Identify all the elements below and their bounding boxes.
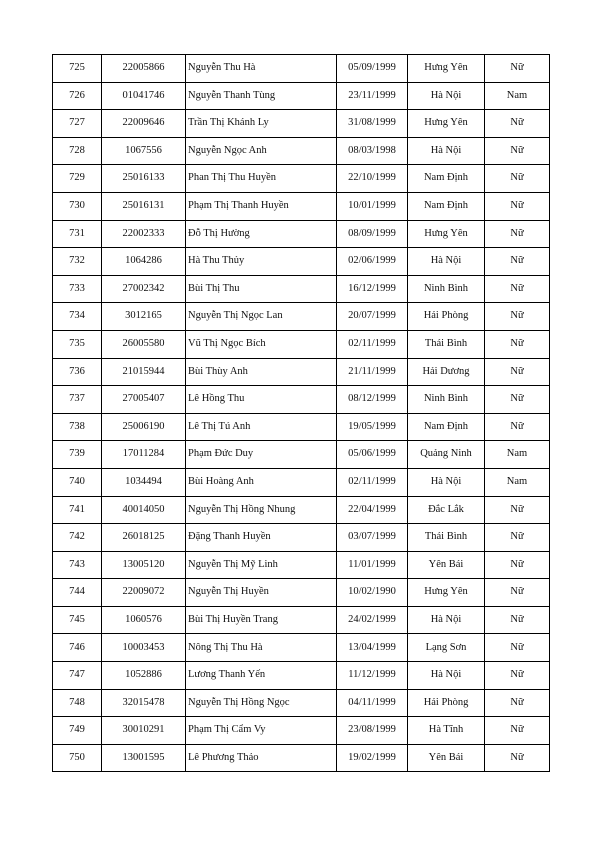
table-row	[53, 275, 550, 303]
gender-cell: Nam	[485, 82, 550, 110]
date-of-birth-cell: 19/02/1999	[337, 744, 408, 772]
birthplace-cell: Ninh Bình	[408, 386, 485, 414]
row-number-cell: 742	[53, 524, 102, 552]
row-number-cell: 731	[53, 220, 102, 248]
birthplace-cell: Yên Bái	[408, 744, 485, 772]
date-of-birth-cell: 31/08/1999	[337, 110, 408, 138]
date-of-birth-cell: 10/01/1999	[337, 192, 408, 220]
candidate-id-cell: 17011284	[102, 441, 186, 469]
date-of-birth-cell: 13/04/1999	[337, 634, 408, 662]
candidate-id-cell: 26018125	[102, 524, 186, 552]
date-of-birth-cell: 02/11/1999	[337, 468, 408, 496]
gender-cell: Nữ	[485, 137, 550, 165]
birthplace-cell: Nam Định	[408, 192, 485, 220]
table-row	[53, 744, 550, 772]
table-row	[53, 689, 550, 717]
gender-cell: Nữ	[485, 579, 550, 607]
full-name-cell: Lê Hồng Thu	[186, 386, 337, 414]
full-name-cell: Nguyễn Thị Ngọc Lan	[186, 303, 337, 331]
full-name-cell: Vũ Thị Ngọc Bích	[186, 330, 337, 358]
birthplace-cell: Hà Nội	[408, 468, 485, 496]
date-of-birth-cell: 11/12/1999	[337, 662, 408, 690]
full-name-cell: Hà Thu Thủy	[186, 248, 337, 276]
table-row	[53, 55, 550, 83]
full-name-cell: Phan Thị Thu Huyền	[186, 165, 337, 193]
date-of-birth-cell: 08/12/1999	[337, 386, 408, 414]
gender-cell: Nữ	[485, 358, 550, 386]
birthplace-cell: Nam Định	[408, 413, 485, 441]
candidate-id-cell: 1060576	[102, 606, 186, 634]
table-row	[53, 192, 550, 220]
candidate-id-cell: 21015944	[102, 358, 186, 386]
gender-cell: Nữ	[485, 551, 550, 579]
table-row	[53, 524, 550, 552]
row-number-cell: 733	[53, 275, 102, 303]
gender-cell: Nữ	[485, 634, 550, 662]
date-of-birth-cell: 04/11/1999	[337, 689, 408, 717]
row-number-cell: 744	[53, 579, 102, 607]
birthplace-cell: Hà Nội	[408, 137, 485, 165]
row-number-cell: 725	[53, 55, 102, 83]
full-name-cell: Nguyễn Thanh Tùng	[186, 82, 337, 110]
candidate-id-cell: 22002333	[102, 220, 186, 248]
candidate-id-cell: 22005866	[102, 55, 186, 83]
gender-cell: Nữ	[485, 275, 550, 303]
date-of-birth-cell: 08/09/1999	[337, 220, 408, 248]
date-of-birth-cell: 03/07/1999	[337, 524, 408, 552]
full-name-cell: Phạm Đức Duy	[186, 441, 337, 469]
gender-cell: Nữ	[485, 165, 550, 193]
gender-cell: Nữ	[485, 524, 550, 552]
birthplace-cell: Lạng Sơn	[408, 634, 485, 662]
table-row	[53, 358, 550, 386]
date-of-birth-cell: 24/02/1999	[337, 606, 408, 634]
date-of-birth-cell: 11/01/1999	[337, 551, 408, 579]
birthplace-cell: Hưng Yên	[408, 55, 485, 83]
table-row	[53, 551, 550, 579]
gender-cell: Nữ	[485, 192, 550, 220]
candidate-id-cell: 32015478	[102, 689, 186, 717]
row-number-cell: 749	[53, 717, 102, 745]
date-of-birth-cell: 23/08/1999	[337, 717, 408, 745]
row-number-cell: 734	[53, 303, 102, 331]
gender-cell: Nữ	[485, 717, 550, 745]
row-number-cell: 740	[53, 468, 102, 496]
candidate-id-cell: 10003453	[102, 634, 186, 662]
table-row	[53, 496, 550, 524]
birthplace-cell: Hưng Yên	[408, 220, 485, 248]
birthplace-cell: Ninh Bình	[408, 275, 485, 303]
date-of-birth-cell: 05/09/1999	[337, 55, 408, 83]
candidate-id-cell: 25016133	[102, 165, 186, 193]
candidate-id-cell: 1067556	[102, 137, 186, 165]
table-row	[53, 303, 550, 331]
candidate-id-cell: 27002342	[102, 275, 186, 303]
candidate-id-cell: 26005580	[102, 330, 186, 358]
gender-cell: Nữ	[485, 110, 550, 138]
gender-cell: Nữ	[485, 220, 550, 248]
gender-cell: Nữ	[485, 413, 550, 441]
gender-cell: Nữ	[485, 55, 550, 83]
row-number-cell: 750	[53, 744, 102, 772]
full-name-cell: Lê Thị Tú Anh	[186, 413, 337, 441]
table-row	[53, 717, 550, 745]
gender-cell: Nữ	[485, 386, 550, 414]
full-name-cell: Nguyễn Thu Hà	[186, 55, 337, 83]
row-number-cell: 741	[53, 496, 102, 524]
candidate-id-cell: 25016131	[102, 192, 186, 220]
birthplace-cell: Hải Phòng	[408, 689, 485, 717]
candidate-id-cell: 27005407	[102, 386, 186, 414]
table-row	[53, 165, 550, 193]
birthplace-cell: Hà Nội	[408, 82, 485, 110]
row-number-cell: 737	[53, 386, 102, 414]
birthplace-cell: Nam Định	[408, 165, 485, 193]
table-row	[53, 634, 550, 662]
full-name-cell: Nguyễn Thị Hồng Nhung	[186, 496, 337, 524]
row-number-cell: 727	[53, 110, 102, 138]
birthplace-cell: Hải Phòng	[408, 303, 485, 331]
table-row	[53, 468, 550, 496]
table-row	[53, 82, 550, 110]
candidate-id-cell: 1034494	[102, 468, 186, 496]
candidate-id-cell: 3012165	[102, 303, 186, 331]
table-row	[53, 662, 550, 690]
gender-cell: Nữ	[485, 606, 550, 634]
full-name-cell: Nguyễn Thị Huyền	[186, 579, 337, 607]
birthplace-cell: Hà Tĩnh	[408, 717, 485, 745]
row-number-cell: 745	[53, 606, 102, 634]
gender-cell: Nữ	[485, 744, 550, 772]
date-of-birth-cell: 22/10/1999	[337, 165, 408, 193]
birthplace-cell: Thái Bình	[408, 524, 485, 552]
date-of-birth-cell: 23/11/1999	[337, 82, 408, 110]
candidate-id-cell: 1052886	[102, 662, 186, 690]
table-row	[53, 579, 550, 607]
full-name-cell: Phạm Thị Thanh Huyền	[186, 192, 337, 220]
candidate-id-cell: 13005120	[102, 551, 186, 579]
birthplace-cell: Hưng Yên	[408, 579, 485, 607]
gender-cell: Nam	[485, 441, 550, 469]
birthplace-cell: Hà Nội	[408, 662, 485, 690]
candidate-id-cell: 1064286	[102, 248, 186, 276]
full-name-cell: Nguyễn Thị Hồng Ngọc	[186, 689, 337, 717]
gender-cell: Nữ	[485, 303, 550, 331]
row-number-cell: 726	[53, 82, 102, 110]
date-of-birth-cell: 08/03/1998	[337, 137, 408, 165]
roster-body	[53, 55, 550, 772]
full-name-cell: Bùi Thị Thu	[186, 275, 337, 303]
row-number-cell: 736	[53, 358, 102, 386]
candidate-id-cell: 13001595	[102, 744, 186, 772]
birthplace-cell: Đắc Lắk	[408, 496, 485, 524]
candidate-id-cell: 25006190	[102, 413, 186, 441]
candidate-id-cell: 01041746	[102, 82, 186, 110]
date-of-birth-cell: 02/06/1999	[337, 248, 408, 276]
full-name-cell: Nguyễn Thị Mỹ Linh	[186, 551, 337, 579]
table-row	[53, 441, 550, 469]
row-number-cell: 746	[53, 634, 102, 662]
gender-cell: Nam	[485, 468, 550, 496]
table-row	[53, 606, 550, 634]
birthplace-cell: Yên Bái	[408, 551, 485, 579]
full-name-cell: Trần Thị Khánh Ly	[186, 110, 337, 138]
birthplace-cell: Hà Nội	[408, 248, 485, 276]
row-number-cell: 729	[53, 165, 102, 193]
row-number-cell: 739	[53, 441, 102, 469]
birthplace-cell: Hải Dương	[408, 358, 485, 386]
candidate-id-cell: 22009072	[102, 579, 186, 607]
full-name-cell: Bùi Thị Huyền Trang	[186, 606, 337, 634]
row-number-cell: 748	[53, 689, 102, 717]
candidate-id-cell: 30010291	[102, 717, 186, 745]
full-name-cell: Nông Thị Thu Hà	[186, 634, 337, 662]
birthplace-cell: Hưng Yên	[408, 110, 485, 138]
birthplace-cell: Thái Bình	[408, 330, 485, 358]
date-of-birth-cell: 21/11/1999	[337, 358, 408, 386]
date-of-birth-cell: 10/02/1990	[337, 579, 408, 607]
date-of-birth-cell: 22/04/1999	[337, 496, 408, 524]
date-of-birth-cell: 02/11/1999	[337, 330, 408, 358]
full-name-cell: Đỗ Thị Hường	[186, 220, 337, 248]
full-name-cell: Bùi Thùy Anh	[186, 358, 337, 386]
table-row	[53, 220, 550, 248]
gender-cell: Nữ	[485, 662, 550, 690]
candidate-id-cell: 40014050	[102, 496, 186, 524]
birthplace-cell: Hà Nội	[408, 606, 485, 634]
full-name-cell: Bùi Hoàng Anh	[186, 468, 337, 496]
birthplace-cell: Quảng Ninh	[408, 441, 485, 469]
gender-cell: Nữ	[485, 248, 550, 276]
row-number-cell: 732	[53, 248, 102, 276]
table-row	[53, 413, 550, 441]
full-name-cell: Đặng Thanh Huyền	[186, 524, 337, 552]
table-row	[53, 110, 550, 138]
row-number-cell: 730	[53, 192, 102, 220]
table-row	[53, 330, 550, 358]
row-number-cell: 735	[53, 330, 102, 358]
full-name-cell: Lê Phương Thảo	[186, 744, 337, 772]
date-of-birth-cell: 19/05/1999	[337, 413, 408, 441]
gender-cell: Nữ	[485, 496, 550, 524]
full-name-cell: Lương Thanh Yến	[186, 662, 337, 690]
table-row	[53, 248, 550, 276]
date-of-birth-cell: 20/07/1999	[337, 303, 408, 331]
table-row	[53, 386, 550, 414]
full-name-cell: Nguyễn Ngọc Anh	[186, 137, 337, 165]
full-name-cell: Phạm Thị Cẩm Vy	[186, 717, 337, 745]
row-number-cell: 747	[53, 662, 102, 690]
row-number-cell: 743	[53, 551, 102, 579]
row-number-cell: 738	[53, 413, 102, 441]
gender-cell: Nữ	[485, 330, 550, 358]
date-of-birth-cell: 16/12/1999	[337, 275, 408, 303]
row-number-cell: 728	[53, 137, 102, 165]
candidate-id-cell: 22009646	[102, 110, 186, 138]
date-of-birth-cell: 05/06/1999	[337, 441, 408, 469]
table-row	[53, 137, 550, 165]
gender-cell: Nữ	[485, 689, 550, 717]
student-roster-table	[52, 54, 550, 772]
